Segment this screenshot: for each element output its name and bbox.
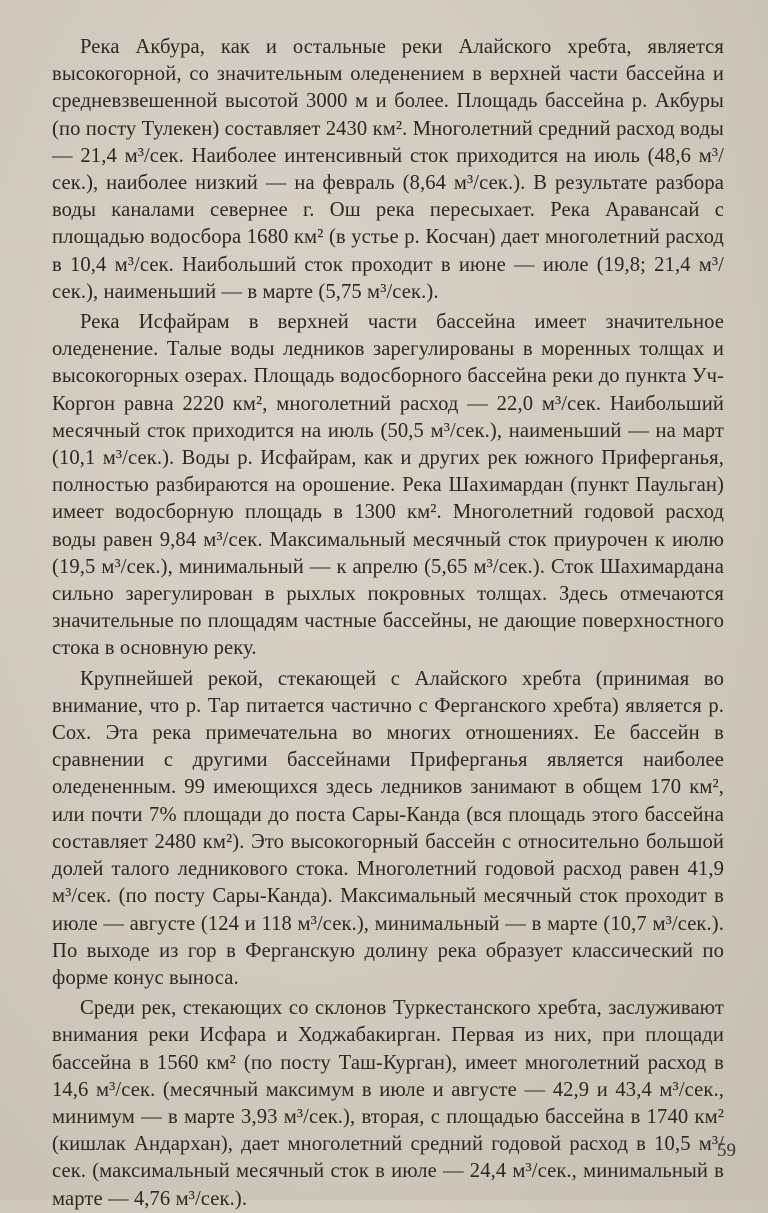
- paragraph-isfara: Среди рек, стекающих со склонов Туркестанского хребта, заслуживают внимания реки Исфара и Ходжабакирган. Первая из них, при площади бассейна в 1560 км² (по посту Таш-Курган), имеет многолетний расход в 14,6 м³/сек. (месячный максимум в июле и августе — 42,9 и 43,4 м³/сек., минимум — в марте 3,93 м³/сек.), вторая, с площадью бассейна в 1740 км² (кишлак Андархан), дает многолетний средний годовой расход в 10,5 м³/сек. (максимальный месячный сток в июле — 24,4 м³/сек., минимальный в марте — 4,76 м³/сек.).: [52, 997, 724, 1210]
- paragraph-sokh: Крупнейшей рекой, стекающей с Алайского хребта (принимая во внимание, что р. Тар питается частично с Ферганского хребта) является р. Сох. Эта река примечательна во многих отношениях. Ее бассейн в сравнении с другими бассейнами Приферганья является наиболее оледененным. 99 имеющихся здесь ледников занимают в общем 170 км², или почти 7% площади до поста Сары-Канда (вся площадь этого бассейна составляет 2480 км²). Это высокогорный бассейн с относительно большой долей талого ледникового стока. Многолетний годовой расход равен 41,9 м³/сек. (по посту Сары-Канда). Максимальный месячный сток проходит в июле — августе (124 и 118 м³/сек.), минимальный — в марте (10,7 м³/сек.). По выходе из гор в Ферганскую долину река образует классический по форме конус выноса.: [52, 667, 724, 989]
- paragraph-isfairam: Река Исфайрам в верхней части бассейна имеет значительное оледенение. Талые воды ледников зарегулированы в моренных толщах и высокогорных озерах. Площадь водосборного бассейна реки до пункта Уч-Коргон равна 2220 км², многолетний расход — 22,0 м³/сек. Наибольший месячный сток приходится на июль (50,5 м³/сек.), наименьший — на март (10,1 м³/сек.). Воды р. Исфайрам, как и других рек южного Приферганья, полностью разбираются на орошение. Река Шахимардан (пункт Паульган) имеет водосборную площадь в 1300 км². Многолетний годовой расход воды равен 9,84 м³/сек. Максимальный месячный сток приурочен к июлю (19,5 м³/сек.), минимальный — к апрелю (5,65 м³/сек.). Сток Шахимардана сильно зарегулирован в рыхлых покровных толщах. Здесь отмечаются значительные по площадям частные бассейны, не дающие поверхностного стока в основную реку.: [52, 311, 724, 660]
- page-number: 59: [717, 1140, 736, 1161]
- text-column: [52, 34, 724, 1213]
- paragraph-akbura: Река Акбура, как и остальные реки Алайского хребта, является высокогорной, со значительным оледенением в верхней части бассейна и средневзвешенной высотой 3000 м и более. Площадь бассейна р. Акбуры (по посту Тулекен) составляет 2430 км². Многолетний средний расход воды — 21,4 м³/сек. Наиболее интенсивный сток приходится на июль (48,6 м³/сек.), наиболее низкий — на февраль (8,64 м³/сек.). В результате разбора воды каналами севернее г. Ош река пересыхает. Река Аравансай с площадью водосбора 1680 км² (в устье р. Косчан) дает многолетний расход в 10,4 м³/сек. Наибольший сток проходит в июне — июле (19,8; 21,4 м³/сек.), наименьший — в марте (5,75 м³/сек.).: [52, 36, 724, 303]
